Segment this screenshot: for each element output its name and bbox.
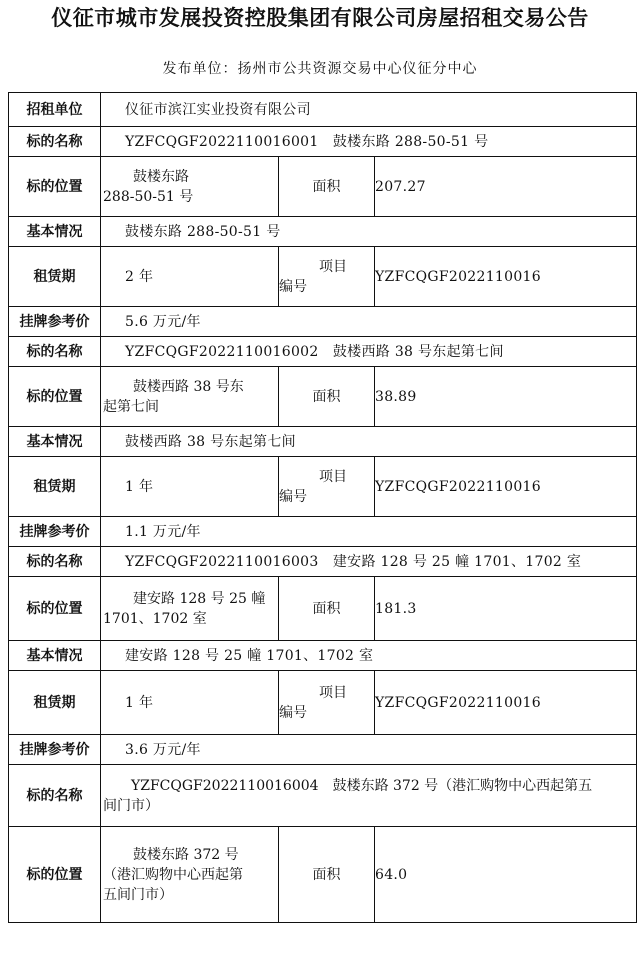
lot4-location: 鼓楼东路 372 号 （港汇购物中心西起第 五间门市）	[101, 827, 279, 923]
lot1-price: 5.6 万元/年	[101, 307, 637, 337]
table-row	[9, 157, 637, 217]
name-label: 标的名称	[9, 337, 101, 367]
basic-label: 基本情况	[9, 641, 101, 671]
price-label: 挂牌参考价	[9, 517, 101, 547]
area-label: 面积	[279, 577, 375, 641]
lot3-location: 建安路 128 号 25 幢 1701、1702 室	[101, 577, 279, 641]
table-row	[9, 827, 637, 923]
lot3-price: 3.6 万元/年	[101, 735, 637, 765]
location-label: 标的位置	[9, 577, 101, 641]
area-label: 面积	[279, 827, 375, 923]
name-label: 标的名称	[9, 547, 101, 577]
lot3-project-no: YZFCQGF2022110016	[375, 671, 637, 735]
page-title: 仪征市城市发展投资控股集团有限公司房屋招租交易公告	[51, 6, 589, 30]
lot4-area: 64.0	[375, 827, 637, 923]
lot2-name: YZFCQGF2022110016002 鼓楼西路 38 号东起第七间	[101, 337, 637, 367]
table-row	[9, 307, 637, 337]
table-row	[9, 127, 637, 157]
basic-label: 基本情况	[9, 217, 101, 247]
name-label: 标的名称	[9, 765, 101, 827]
location-label: 标的位置	[9, 367, 101, 427]
table-row	[9, 337, 637, 367]
lot3-basic: 建安路 128 号 25 幢 1701、1702 室	[101, 641, 637, 671]
lot4-name: YZFCQGF2022110016004 鼓楼东路 372 号（港汇购物中心西起第五 间门市）	[101, 765, 637, 827]
table-row	[9, 671, 637, 735]
table-row	[9, 457, 637, 517]
price-label: 挂牌参考价	[9, 735, 101, 765]
table-row	[9, 577, 637, 641]
lot2-area: 38.89	[375, 367, 637, 427]
lot1-area: 207.27	[375, 157, 637, 217]
table-row	[9, 427, 637, 457]
lot1-basic: 鼓楼东路 288-50-51 号	[101, 217, 637, 247]
project-no-label: 项目 编号	[279, 457, 375, 517]
table-row	[9, 247, 637, 307]
table-row	[9, 641, 637, 671]
lot3-area: 181.3	[375, 577, 637, 641]
lot3-name: YZFCQGF2022110016003 建安路 128 号 25 幢 1701、1702 室	[101, 547, 637, 577]
lot2-term: 1 年	[101, 457, 279, 517]
term-label: 租赁期	[9, 457, 101, 517]
table-row	[9, 517, 637, 547]
project-no-label: 项目 编号	[279, 247, 375, 307]
lot2-basic: 鼓楼西路 38 号东起第七间	[101, 427, 637, 457]
name-label: 标的名称	[9, 127, 101, 157]
location-label: 标的位置	[9, 827, 101, 923]
tenderer-value: 仪征市滨江实业投资有限公司	[101, 93, 637, 127]
table-row	[9, 765, 637, 827]
term-label: 租赁期	[9, 671, 101, 735]
table-row	[9, 93, 637, 127]
table-row	[9, 217, 637, 247]
area-label: 面积	[279, 367, 375, 427]
lot2-location: 鼓楼西路 38 号东 起第七间	[101, 367, 279, 427]
lot2-price: 1.1 万元/年	[101, 517, 637, 547]
project-no-label: 项目 编号	[279, 671, 375, 735]
lot1-name: YZFCQGF2022110016001 鼓楼东路 288-50-51 号	[101, 127, 637, 157]
lot1-project-no: YZFCQGF2022110016	[375, 247, 637, 307]
lot1-term: 2 年	[101, 247, 279, 307]
term-label: 租赁期	[9, 247, 101, 307]
area-label: 面积	[279, 157, 375, 217]
basic-label: 基本情况	[9, 427, 101, 457]
tenderer-label: 招租单位	[9, 93, 101, 127]
table-row	[9, 735, 637, 765]
location-label: 标的位置	[9, 157, 101, 217]
tender-table	[8, 92, 637, 923]
table-row	[9, 367, 637, 427]
price-label: 挂牌参考价	[9, 307, 101, 337]
lot2-project-no: YZFCQGF2022110016	[375, 457, 637, 517]
lot3-term: 1 年	[101, 671, 279, 735]
table-row	[9, 547, 637, 577]
lot1-location: 鼓楼东路 288-50-51 号	[101, 157, 279, 217]
issuer-line: 发布单位：扬州市公共资源交易中心仪征分中心	[162, 61, 478, 77]
